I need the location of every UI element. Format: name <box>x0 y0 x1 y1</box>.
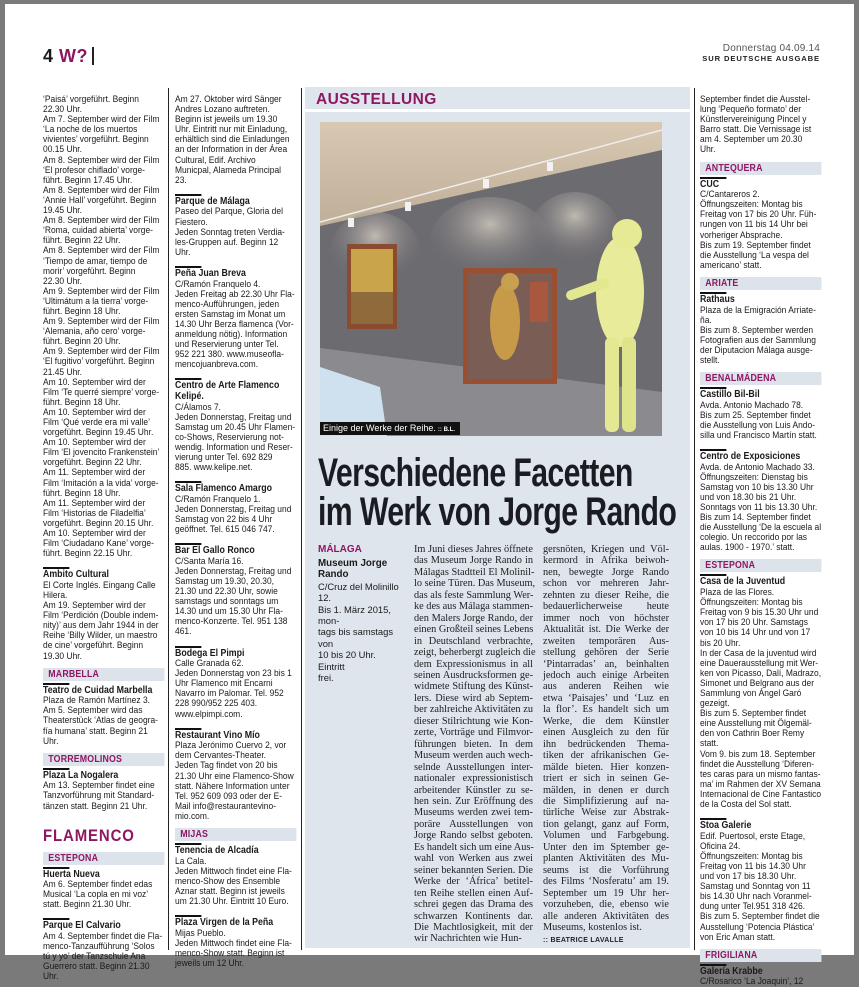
venue-title: Castillo Bil-Bil <box>700 389 760 401</box>
issue-date: Donnerstag 04.09.14 <box>722 43 820 54</box>
article-line: poräre Ausstellungen von <box>414 818 533 830</box>
article-line: gersnöten, Kriegen und Völ- <box>543 544 669 555</box>
article-line: la flor’. Es handelt sich um <box>543 704 669 716</box>
venue-title: Ámbito Cultural <box>43 569 109 581</box>
article-line: das Museum Jorge Rando in <box>414 555 533 567</box>
article-line: tiken der afrikanischen Ge- <box>543 750 669 762</box>
article-line: September um 19 Uhr her- <box>543 887 669 899</box>
article-line: Jorge Rando selbst geboten. <box>414 830 533 842</box>
article-line: widmete Stiftung des Künst- <box>414 681 533 693</box>
region-heading: TORREMOLINOS <box>43 753 164 766</box>
article-headline <box>318 451 677 534</box>
article-line: dem Expressionismus in all <box>414 658 533 670</box>
venue-details: La Cala. Jeden Mittwoch findet eine Fla- menco-Show des Ensemble Aznar statt. Beginn ist jeweils um 21.30 Uhr. Eintritt 10 Euro. <box>175 855 292 907</box>
article-line: den Malers Jorge Rando, der <box>414 612 533 624</box>
venue-details: Plaza de Ramón Martínez 3. Am 5. September wird das Theaterstück ‘Atlas de geogra- fía humana’ statt. Beginn 21 Uhr. <box>43 695 158 747</box>
painting-center <box>463 268 557 384</box>
listing-text: ‘Paisá’ vorgeführt. Beginn 22.30 Uhr. Am 7. September wird der Film ‘La noche de los muertos vivientes’ vorgeführt. Beginn 00.15 Uhr. Am 8. September wird der Film ‘El profesor chiflado’ vorge- führt. Beginn 17.45 Uhr. Am 8. September wird der Film ‘Annie Hall’ vorgeführt. Beginn 19.45 Uhr. Am 8. September wird der Film ‘Roma, cuidad abierta’ vorge- führt. Beginn 22 Uhr. Am 8. September wird der Film ‘Tiempo de amar, tiempo de morir’ vorgeführt. Beginn 22.30 Uhr. Am 9. September wird der Film ‘Ultimátum a la tierra’ vorge- führt. Beginn 18 Uhr. Am 9. September wird der Film ‘Alemania, año cero’ vorge- führt. Beginn 20 Uhr. Am 9. September wird der Film ‘El fugitivo’ vorgeführt. Beginn 21.45 Uhr. Am 10. September wird der Film ‘Te querré siempre’ vorge- führt. Beginn 18 Uhr. Am 10. September wird der Film ‘Qué verde era mi valle’ vorgeführt. Beginn 19.45 Uhr. Am 10. September wird der Film ‘El jovencito Frankenstein’ vorgeführt. Beginn 22 Uhr. Am 11. September wird der Film ‘Imitación a la vida’ vorge- führt. Beginn 18 Uhr. Am 11. September wird der Film ‘Historias de Filadelfia’ vorgeführt. Beginn 20.15 Uhr. Am 10. September wird der Film ‘Ciudadano Kane’ vorge- führt. Beginn 22.15 Uhr. <box>43 94 160 560</box>
spotlight <box>483 179 489 188</box>
page-number <box>43 46 88 67</box>
listing-entry <box>175 543 296 637</box>
venue-title: Centro de Exposiciones <box>700 451 801 463</box>
article-line: Unter den im Sptember ge- <box>543 841 669 853</box>
listing-entry <box>175 915 296 969</box>
article-line: Volumen und Farbgebung. <box>543 830 669 842</box>
article-line: wahl von Werken aus zwei <box>414 853 533 865</box>
listing-entry <box>700 964 821 987</box>
venue-title: Parque El Calvario <box>43 920 121 932</box>
article-line: in Deutschland verbrachte, <box>414 635 533 647</box>
venue-details: Plaza de la Emigración Arriate- ña. Bis zum 8. September werden Fotografien aus der Sammlung der Diputacion Málaga ausge- stellt. <box>700 304 816 366</box>
article-line: ten Reihe stellen einen Auf- <box>414 887 533 899</box>
spotlight <box>547 162 553 171</box>
listing-entry <box>700 387 821 441</box>
photo-credit: :: B.L. <box>437 427 455 433</box>
listing-entry <box>175 266 296 370</box>
article-line: Museums werden zwei tem- <box>414 807 533 819</box>
listing-text: September findet die Ausstel- lung ‘Pequeño formato’ der Künstlervereinigung Pincel y Barro statt. Die Vernissage ist am 4. September um 20.30 Uhr. <box>700 94 812 156</box>
venue-title: Huerta Nueva <box>43 868 100 880</box>
article-line: Aktualität ist. Die Werke der <box>543 624 669 636</box>
listing-entry <box>700 574 821 810</box>
venue-title: Bodega El Pimpi <box>175 647 245 659</box>
venue-details: Am 6. September findet edas Musical ‘La copla en mi voz’ statt. Beginn 21.30 Uhr. <box>43 879 153 911</box>
article-line: bedauerlicherweise heute <box>543 601 669 613</box>
article-line: ihn bedrückenden Thema- <box>543 738 669 750</box>
venue-details: C/Ramón Franquelo 4. Jeden Freitag ab 22.30 Uhr Fla- menco-Aufführungen, jeden ersten Samstag im Monat um 14.30 Uhr Berza flamenca (Vor- anmeldung nötig). Information und Reservierung unter Tel. 952 221 380. www.museofla- mencojuanbreva.com. <box>175 278 295 371</box>
listings-column-2 <box>175 95 297 969</box>
article-line: nationaler expressionistisch <box>414 773 533 785</box>
article-line: planten Aktivitäten des Mu- <box>543 853 669 865</box>
venue-title: Stoa Galerie <box>700 820 752 832</box>
listing-entry <box>175 728 296 822</box>
article-line: lo seine Türen. Das Museum, <box>414 578 536 590</box>
article-line: wir Nachrichten wie Hun- <box>414 933 522 945</box>
article-line: arbeitender Künstler zu se- <box>414 784 533 796</box>
listing-text: Am 27. Oktober wird Sänger Andres Lozano auftreten. Beginn ist jeweils um 19.30 Uhr. Eintritt nur mit Einladung, erhältlich sind die Einladungen an der Information in der Área Cultural, Edif. Archivo Municpal, Alameda Principal 23. <box>175 94 290 186</box>
article-line: tion gelangt, ganz auf Form, <box>543 818 669 830</box>
article-line: seums ist die Vorführung <box>543 864 669 876</box>
region-heading: BENALMÁDENA <box>700 372 821 385</box>
article-body-column-1 <box>414 544 536 945</box>
venue-title: Galería Krabbe <box>700 965 763 977</box>
article-line: zehnten zu dieser Reihe, die <box>543 589 669 601</box>
venue-title: CUC <box>700 178 720 190</box>
venue-title: Peña Juan Breva <box>175 267 246 279</box>
venue-title: Plaza Virgen de la Peña <box>175 917 274 929</box>
article-line: das als feste Sammlung Wer- <box>414 589 534 601</box>
region-heading: ARIATE <box>700 277 821 290</box>
page-number-value: 4 <box>43 46 54 66</box>
venue-details: C/Cantareros 2. Öffnungszeiten: Montag bis Freitag von 17 bis 20 Uhr. Füh- rungen von 11 bis 14 Uhr bei vorheriger Absprache. Bis zum 19. September findet die Ausstellung ‘La vespa del americano’ statt. <box>700 189 817 271</box>
venue-details: Am 13. September findet eine Tanzvorführung mit Standard- tänzen statt. Beginn 21 Uhr. <box>43 780 155 812</box>
entry-rule <box>700 964 726 966</box>
article-line: kermord in Afrika beiwoh- <box>543 555 669 567</box>
listing-entry <box>175 378 296 473</box>
listing-entry <box>700 292 821 366</box>
article-line: Museum werden auch wech- <box>414 750 533 762</box>
venue-title: Tenencia de Alcadía <box>175 845 259 856</box>
venue-title: Parque de Málaga <box>175 195 250 207</box>
listing-entry <box>43 768 164 812</box>
article-line: stellung gehören der Serie <box>543 647 669 659</box>
venue-details: Paseo del Parque, Gloria del Fiestero. Jeden Sonntag treten Verdia- les-Gruppen auf. Beginn 12 Uhr. <box>175 206 285 258</box>
venue-details: C/Rosarico ‘La Joaquin’, 12 <box>700 976 804 987</box>
venue-details: Plaza Jerónimo Cuervo 2, vor dem Cervantes-Theater. Jeden Tag findet von 20 bis 21.30 Uhr eine Flamenco-Show statt. Nähere Information unter Tel. 952 609 093 oder der E- Mail info@restaurantevino- mio.com. <box>175 740 294 822</box>
spotlight <box>405 202 411 211</box>
article-line: lers. Diese wird ab Septem- <box>414 692 533 704</box>
venue-title: Sala Flamenco Amargo <box>175 483 273 495</box>
venue-details: C/Cruz del Molinillo 12. Bis 1. März 2015, mon- tags bis samstags von 10 bis 20 Uhr. Eintritt frei. <box>318 580 399 684</box>
section-name: W? <box>59 46 89 66</box>
venue-details: C/Álamos 7. Jeden Donnerstag, Freitag und Samstag um 20.45 Uhr Flamen- co-Shows, Reservierung not- wendig. Information und Reser- vierung unter Tel. 692 829 885. www.kelipe.net. <box>175 401 296 474</box>
article-line: triert er sich in seinen Ge- <box>543 773 669 785</box>
article-line: schon vor mehreren Jahr- <box>543 578 669 590</box>
listing-entry <box>700 177 821 271</box>
article-line: schrei gegen das Drama des <box>414 899 533 911</box>
region-heading: ANTEQUERA <box>700 162 821 175</box>
article-line: Werke der ‘África’ betitel- <box>414 876 533 888</box>
article-line: einen Ausgleich zu den für <box>543 727 669 739</box>
headline-line: Verschiedene Facetten <box>318 451 633 495</box>
listing-entry <box>700 449 821 553</box>
kicker-divider <box>305 109 690 112</box>
article-line: Die Machtlosigkeit, mit der <box>414 921 533 933</box>
venue-title: Centro de Arte Flamenco Kelipé. <box>175 380 280 402</box>
article-line: Málagas Stadtteil El Molinil- <box>414 566 535 578</box>
article-line: einen Großteil seines Lebens <box>414 624 534 636</box>
article-line: ber zahlreiche Aktivitäten zu <box>414 704 533 716</box>
headline-line: im Werk von Jorge Rando <box>318 490 677 534</box>
region-heading: MARBELLA <box>43 668 164 681</box>
exhibition-photo <box>320 122 662 436</box>
article-line: hen sein. Zur Eröffnung des <box>414 795 533 807</box>
category-heading: FLAMENCO <box>43 825 135 845</box>
photo-caption <box>320 422 460 435</box>
article-line: aus anderen Reihen wie <box>543 681 669 693</box>
feature-kicker: AUSSTELLUNG <box>316 91 437 108</box>
article-line: Im Juni dieses Jahres öffnete <box>414 544 533 555</box>
venue-details: El Corte Inglés. Eingang Calle Hilera. Am 19. September wird der Film ‘Perdición (Double indem- nity)’ aus dem Jahr 1944 in der Reihe ‘Billy Wilder, un maestro de cine’ vorgeführt. Beginn 19.30 Uhr. <box>43 579 159 662</box>
venue-details: C/Santa María 16. Jeden Donnerstag, Freitag und Samstag um 19.30, 20.30, 21.30 und 22.30 Uhr, sowie samstags und sonntags um 14.30 und um 15.30 Uhr Fla- menco-Konzerte. Tel. 951 138 461. <box>175 555 292 638</box>
article-line: schwarzen Kontinents dar. <box>414 910 533 922</box>
listing-entry <box>175 481 296 535</box>
venue-name: Museum Jorge Rando <box>318 558 388 581</box>
region-heading: ESTEPONA <box>700 559 821 572</box>
article-line: führungen bieten. In dem <box>414 738 533 750</box>
article-line: seinen Ausdrucksformen ge- <box>414 669 533 681</box>
column-divider <box>301 88 302 950</box>
article-line: zerte, Vorträge und Filmvor- <box>414 727 533 739</box>
event-info-box <box>318 544 402 683</box>
venue-title: Rathaus <box>700 293 735 305</box>
venue-details: Calle Granada 62. Jeden Donnerstag von 23 bis 1 Uhr Flamenco mit Encarni Navarro im Palomar. Tel. 952 228 990/952 225 403. www.elpimpi.com. <box>175 658 292 720</box>
article-line: ke des aus Málaga stammen- <box>414 601 533 613</box>
venue-details: Mijas Pueblo. Jeden Mittwoch findet eine Fla- menco-Show statt. Beginn ist jeweils um 12 Uhr. <box>175 927 292 969</box>
listing-entry <box>43 918 164 982</box>
painting-left <box>347 244 397 329</box>
article-line: des Films ‘Nosferatu’ am 19. <box>543 876 669 888</box>
venue-title: Plaza La Nogalera <box>43 769 119 781</box>
listing-entry <box>43 867 164 911</box>
caption-text: Einige der Werke der Reihe. <box>323 423 436 433</box>
region-heading: FRIGILIANA <box>700 949 821 962</box>
article-line: Es handelt sich um eine Aus- <box>414 841 534 853</box>
region-heading: ESTEPONA <box>43 852 164 865</box>
region-heading: MIJAS <box>175 828 296 841</box>
article-line: seiner bekannten Serien. Die <box>414 864 533 876</box>
spotlight <box>348 218 354 227</box>
listing-entry <box>175 843 296 907</box>
listings-column-3 <box>700 95 822 987</box>
article-body-column-2 <box>543 544 669 947</box>
event-location-label: MÁLAGA <box>318 544 362 555</box>
article-line: die Simplifizierung auf na- <box>543 795 669 807</box>
venue-details: Edif. Puertosol, erste Etage, Oficina 24. Öffnungszeiten: Montag bis Freitag von 11 bis 14.30 Uhr und von 17 bis 18.30 Uhr. Samstag und Sonntag von 11 bis 14.30 Uhr nach Voranmel- dung unter Tel.951 318 426. Bis zum 5. September findet die Ausstellung ‘Potencia Plástica’ von Eric Aman statt. <box>700 830 820 943</box>
author-byline: :: BEATRICE LAVALLE <box>543 937 624 945</box>
venue-details: C/Ramón Franquelo 1. Jeden Donnerstag, Freitag und Samstag von 22 bis 4 Uhr geöffnet. Tel. 615 046 747. <box>175 493 292 536</box>
column-divider <box>168 88 169 950</box>
listing-entry <box>700 818 821 943</box>
listing-entry <box>175 646 296 720</box>
article-line: mälden, in denen er durch <box>543 784 669 796</box>
venue-details: Am 4. September findet die Fla- menco-Tanzaufführung ‘Solos tú y yo’ der Tanzschule Ana Guerrero statt. Beginn 21.30 Uhr. <box>43 931 163 983</box>
article-line: immer noch von höchster <box>543 612 669 624</box>
article-line: zeigt, beherbergt zugleich die <box>414 647 536 659</box>
article-line: zweiten temporären Aus- <box>543 635 669 647</box>
article-line: nen, bewegte Jorge Rando <box>543 566 669 578</box>
venue-details: Avda. Antonio Machado 78. Bis zum 25. September findet die Ausstellung von Luis Ando- silla und Francisco Martín statt. <box>700 399 817 441</box>
venue-title: Casa de la Juventud <box>700 576 786 588</box>
article-line: türliche Weise zur Abstrak- <box>543 807 669 819</box>
listing-entry <box>43 683 164 747</box>
article-line: Werke, die dem Künstler <box>543 715 669 727</box>
article-line: vorzuheben, die, ebenso wie <box>543 899 669 911</box>
venue-details: Avda. de Antonio Machado 33. Öffnungszeiten: Dienstag bis Samstag von 10 bis 13.30 Uhr und von 18.30 bis 21 Uhr. Sonntags von 11 bis 13.30 Uhr. Bis zum 14. September findet die Ausstellung ‘De la escuela al colegio. Un reccorido por las aulas. 1900 - 1970.’ statt. <box>700 461 822 554</box>
article-line: etwa ‘Paisajes’ und ‘Luz en <box>543 692 669 704</box>
listing-entry <box>43 567 164 661</box>
article-line: jedoch auch einige Arbeiten <box>543 669 669 681</box>
venue-title: Restaurant Vino Mío <box>175 729 260 741</box>
venue-details: Plaza de las Flores. Öffnungszeiten: Montag bis Freitag von 9 bis 15.30 Uhr und von 17 bis 20 Uhr. Samstags von 10 bis 14 Uhr und von 17 bis 20 Uhr. In der Casa de la juventud wird eine Dauerausstellung mit Wer- ken von Picasso, Dalí, Madrazo, Simonet und Belgrano aus der Sammlung von Ángel Garó gezeigt. Bis zum 5. September findet eine Ausstellung mit Ölgemäl- den von Cathrin Boer Remy statt. Vom 9. bis zum 18. September findet die Ausstellung ‘Diferen- tes caras para un mismo fantas- ma’ im Rahmen der XV Semana Internacional de Cine Fantastico de la Costa del Sol statt. <box>700 587 822 811</box>
header-divider <box>92 47 94 65</box>
edition-name: SUR DEUTSCHE AUSGABE <box>702 54 820 63</box>
article-line: mälde bieten. Hier konzen- <box>543 761 669 773</box>
venue-title: Teatro de Cuidad Marbella <box>43 684 153 696</box>
venue-title: Bar El Gallo Ronco <box>175 545 255 557</box>
article-line: alle anderen Aktivitäten des <box>543 910 669 922</box>
column-divider <box>694 88 695 950</box>
listing-entry <box>175 194 296 258</box>
article-line: Museums, kostenlos ist. <box>543 921 642 933</box>
article-line: selnde Ausstellungen inter- <box>414 761 533 773</box>
listings-column-1 <box>43 95 165 983</box>
article-line: ‘Pintarradas’ an, beinhalten <box>543 658 669 670</box>
article-line: dieser Stilrichtung wie Kon- <box>414 715 533 727</box>
